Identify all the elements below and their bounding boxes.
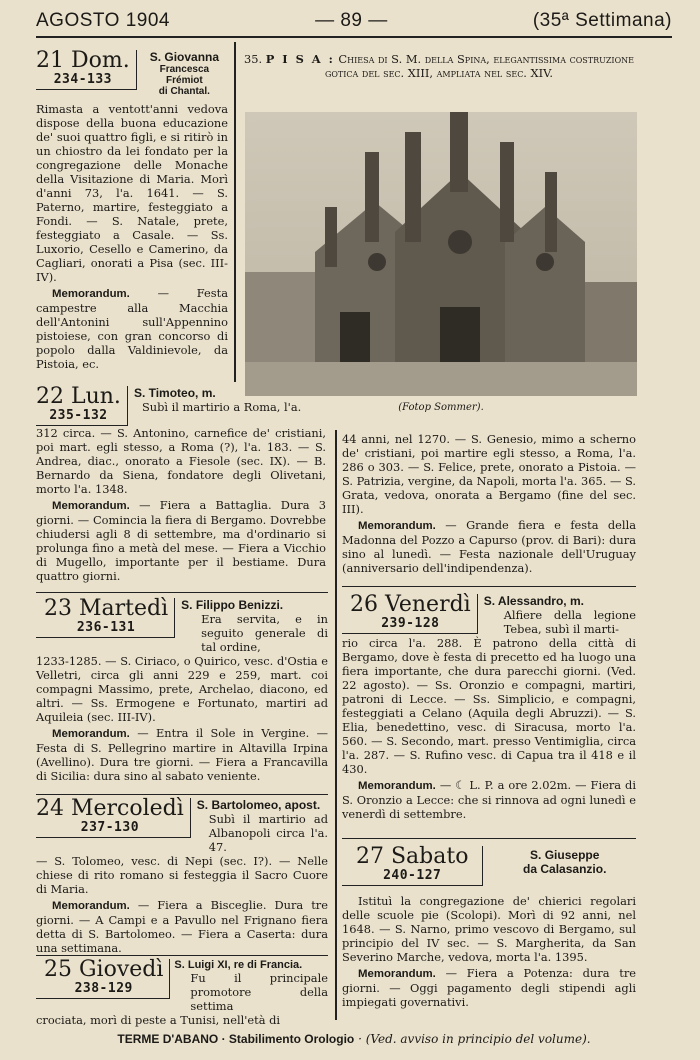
day-22-memo-text: — Fiera a Battaglia. Dura 3 giorni. — Comincia la fiera di Bergamo. Dovrebbe chiudersi agli 8 di settembre, ma d'ordinario si prolunga fino a metà del mese. — Fiera a Vicchio di Mugello, importante per il bestiame. Dura quattro giorni. (36, 498, 326, 583)
header-week: (35ª Settimana) (532, 10, 672, 31)
day-23-memo-text: — Entra il Sole in Vergine. — Festa di S. Pellegrino martire in Altavilla Irpina (Avellino). Dura tre giorni. — Fiera a Francavilla di Sicilia: dura sino al sabato veniente. (36, 726, 328, 783)
day-25-entry (36, 959, 328, 1027)
day-24-box (36, 798, 191, 838)
lower-column-divider (335, 430, 337, 1020)
header-rule (36, 36, 672, 38)
day-26-text: rio circa l'a. 288. È patrono della città di Bergamo, dove è festa di precetto ed ha luogo una fiera importante, che dura parecchi giorni. (Ved. 22 agosto). — Ss. Oronzio e compagni, martiri, patroni di Lecce. — Ss. Simplicio, e compagni, festeggiati a Celano (Aquila degli Abruzzi). — S. Elia, benedettino, vesc. di Siracusa, morto l'a. 560. — S. Secondo, mart. presso Ventimiglia, circa l'a. 287. — S. Rufino vesc. di Capua tra il 418 e il 430. (342, 636, 636, 776)
day-21-saint-3: di Chantal. (158, 86, 210, 97)
day-24-entry (36, 798, 328, 955)
page-header (36, 10, 672, 32)
day-25-text: crociata, morì di peste a Tunisi, nell'età di (36, 1013, 281, 1027)
day-21-memo-text: — Festa campestre alla Macchia dell'Antonini sull'Appennino pistoiese, con gran concorso di popolo dalla Valdinievole, da Pistoia, ec. (36, 286, 228, 371)
column-divider (234, 42, 236, 382)
day-25-continued-text: 44 anni, nel 1270. — S. Genesio, mimo a scherno de' cristiani, poi martire egli stesso, a Roma, l'a. 286 o 303. — S. Felice, prete, onorato a Pistoia. — S. Patrizia, vergine, da Napoli, morta l'a. 365. — S. Grata, vedova, onorata a Bergamo (fine del sec. III). (342, 432, 636, 516)
day-21-memo (36, 286, 228, 371)
footer-brand: TERME D'ABANO · Stabilimento Orologio (117, 1032, 355, 1046)
day-23-nums: 236-131 (76, 620, 136, 635)
day-21-nums: 234-133 (53, 72, 113, 87)
day-22-memo (36, 498, 326, 583)
photo-city: P I S A : (265, 52, 335, 66)
day-24-nums: 237-130 (80, 820, 140, 835)
day-27-memo-text: — Fiera a Potenza: dura tre giorni. — Oggi pagamento degli stipendi agli impiegati governativi. (342, 966, 636, 1009)
church-photo-image (245, 112, 637, 396)
day-27-saint: S. Giuseppe (530, 848, 600, 862)
rule-26 (342, 586, 636, 587)
day-24-memo-text: — Fiera a Bisceglie. Dura tre giorni. — A Campi e a Pavullo nel Frignano fiera detta di S. Bartolomeo. — Fiera a Caserta: dura una settimana. (36, 898, 328, 955)
day-26-nums: 239-128 (381, 616, 440, 631)
day-27-memo (342, 966, 636, 1009)
memo-label: Memorandum. (52, 500, 130, 512)
page-number: — 89 — (315, 10, 388, 31)
day-25-nums: 238-129 (74, 981, 133, 996)
day-26-text-side: Alfiere della legione Tebea, subì il marti- (503, 608, 636, 636)
day-22-saint: S. Timoteo, m. (133, 386, 216, 400)
rule-23 (36, 592, 328, 593)
footer-note: · (Ved. avviso in principio del volume). (358, 1032, 591, 1046)
day-26-box (342, 594, 478, 634)
day-26-memo-text: — ☾ L. P. a ore 2.02m. — Fiera di S. Oronzio a Lecce: che si rinnova ad ogni lunedì e venerdì di settembre. (342, 778, 636, 821)
day-26-entry (342, 594, 636, 821)
day-25-title: 25 Giovedì (44, 957, 164, 982)
memo-label: Memorandum. (358, 780, 436, 792)
day-27-box (342, 846, 483, 886)
day-24-text: — S. Tolomeo, vesc. di Nepi (sec. I?). — Nelle chiese di rito romano si festeggia il Sacro Cuore di Maria. (36, 854, 328, 896)
day-26-title: 26 Venerdì (350, 592, 471, 617)
day-24-title: 24 Mercoledì (36, 796, 184, 821)
day-27-saint-2: da Calasanzio. (523, 862, 607, 876)
day-21-text: Rimasta a ventott'anni vedova dispose della buona educazione de' suoi quattro figli, e si ritirò in un chiostro da lei fondato per la congregazione delle Monache della Visitazione di Maria. Morì d'anni 73, l'a. 1641. — S. Paterno, martire, festeggiato a Fondi. — S. Natale, prete, festeggiato a Casale. — Ss. Luxorio, Cesello e Camerino, da Cagliari, onorati a Pisa (sec. III-IV). (36, 102, 228, 284)
day-24-memo (36, 898, 328, 955)
day-23-saint: S. Filippo Benizzi. (181, 598, 284, 612)
day-23-title: 23 Martedì (44, 596, 169, 621)
day-23-text: 1233-1285. — S. Ciriaco, o Quirico, vesc. d'Ostia e Velletri, circa gli anni 229 e 259, mart. coi compagni Massimo, prete, Archelao, diacono, ed altri. — Ss. Ermogene e Fortunato, martiri ad Aquileia (sec. III-IV). (36, 654, 328, 724)
day-27-entry (342, 846, 636, 1009)
day-21-saint: S. Giovanna (149, 50, 220, 64)
day-22-text-side: Subì il martirio a Roma, l'a. (141, 400, 302, 414)
memo-label: Memorandum. (358, 968, 436, 980)
day-25-text-side: Fu il principale promotore della settima (190, 971, 328, 1013)
day-27-text: Istituì la congregazione de' chierici regolari delle scuole pie (Scolopi). Morì di 92 anni, nel 1648. — S. Narno, primo vescovo di Bergamo, sul principio del IV sec. — S. Margherita, da San Severino Marche, vedova, morta l'a. 1395. (342, 894, 636, 964)
day-25-memo (342, 518, 636, 575)
memo-label: Memorandum. (358, 520, 436, 532)
day-22-title: 22 Lun. (36, 384, 121, 409)
day-23-memo (36, 726, 328, 783)
day-22-text: 312 circa. — S. Antonino, carnefice de' cristiani, poi mart. egli stesso, a Roma (?), l'a. 183. — S. Andrea, diac., onorato a Fiesole (sec. IX). — B. Bernardo da Siena, fondatore degli Olivetani, morto l'a. 1348. (36, 426, 326, 496)
day-24-text-side: Subì il martirio ad Albanopoli circa l'a. 47. (208, 812, 328, 854)
page-footer (36, 1032, 672, 1046)
day-27-title: 27 Sabato (356, 844, 469, 869)
photo-number: 35. (244, 52, 263, 66)
day-23-box (36, 598, 175, 638)
day-25-memo-text: — Grande fiera e festa della Madonna del Pozzo a Capurso (prov. di Bari): dura sino al lunedì. — Festa nazionale dell'Uruguay (anniversario dell'indipendenza). (342, 518, 637, 575)
day-21-box (36, 50, 137, 90)
day-22-entry (36, 386, 326, 583)
rule-27 (342, 838, 636, 839)
rule-25 (36, 955, 328, 956)
memo-label: Memorandum. (52, 288, 130, 300)
day-22-box (36, 386, 128, 426)
day-27-nums: 240-127 (383, 868, 442, 883)
day-26-saint: S. Alessandro, m. (483, 594, 584, 608)
memo-label: Memorandum. (52, 728, 130, 740)
day-21-saint-2: Francesca Frémiot (159, 64, 210, 86)
day-21-entry (36, 50, 228, 371)
photo-title (240, 52, 638, 80)
day-23-text-side: Era servita, e in seguito generale di tal ordine, (201, 612, 328, 654)
day-24-saint: S. Bartolomeo, apost. (196, 798, 321, 812)
day-26-memo (342, 778, 636, 821)
photo-description: Chiesa di S. M. della Spina, elegantissima costruzione gotica del sec. XIII, ampliata nel sec. XIV. (324, 52, 634, 80)
memo-label: Memorandum. (52, 900, 130, 912)
church-photo (245, 112, 637, 396)
right-col-continuation (342, 432, 636, 575)
photo-caption: (Fotop Sommer). (398, 402, 484, 413)
rule-24 (36, 794, 328, 795)
day-25-saint: S. Luigi XI, re di Francia. (174, 959, 303, 971)
day-25-box (36, 959, 170, 999)
day-22-nums: 235-132 (49, 408, 108, 423)
header-month: AGOSTO 1904 (36, 10, 170, 31)
day-23-entry (36, 598, 328, 783)
day-21-title: 21 Dom. (36, 48, 130, 73)
